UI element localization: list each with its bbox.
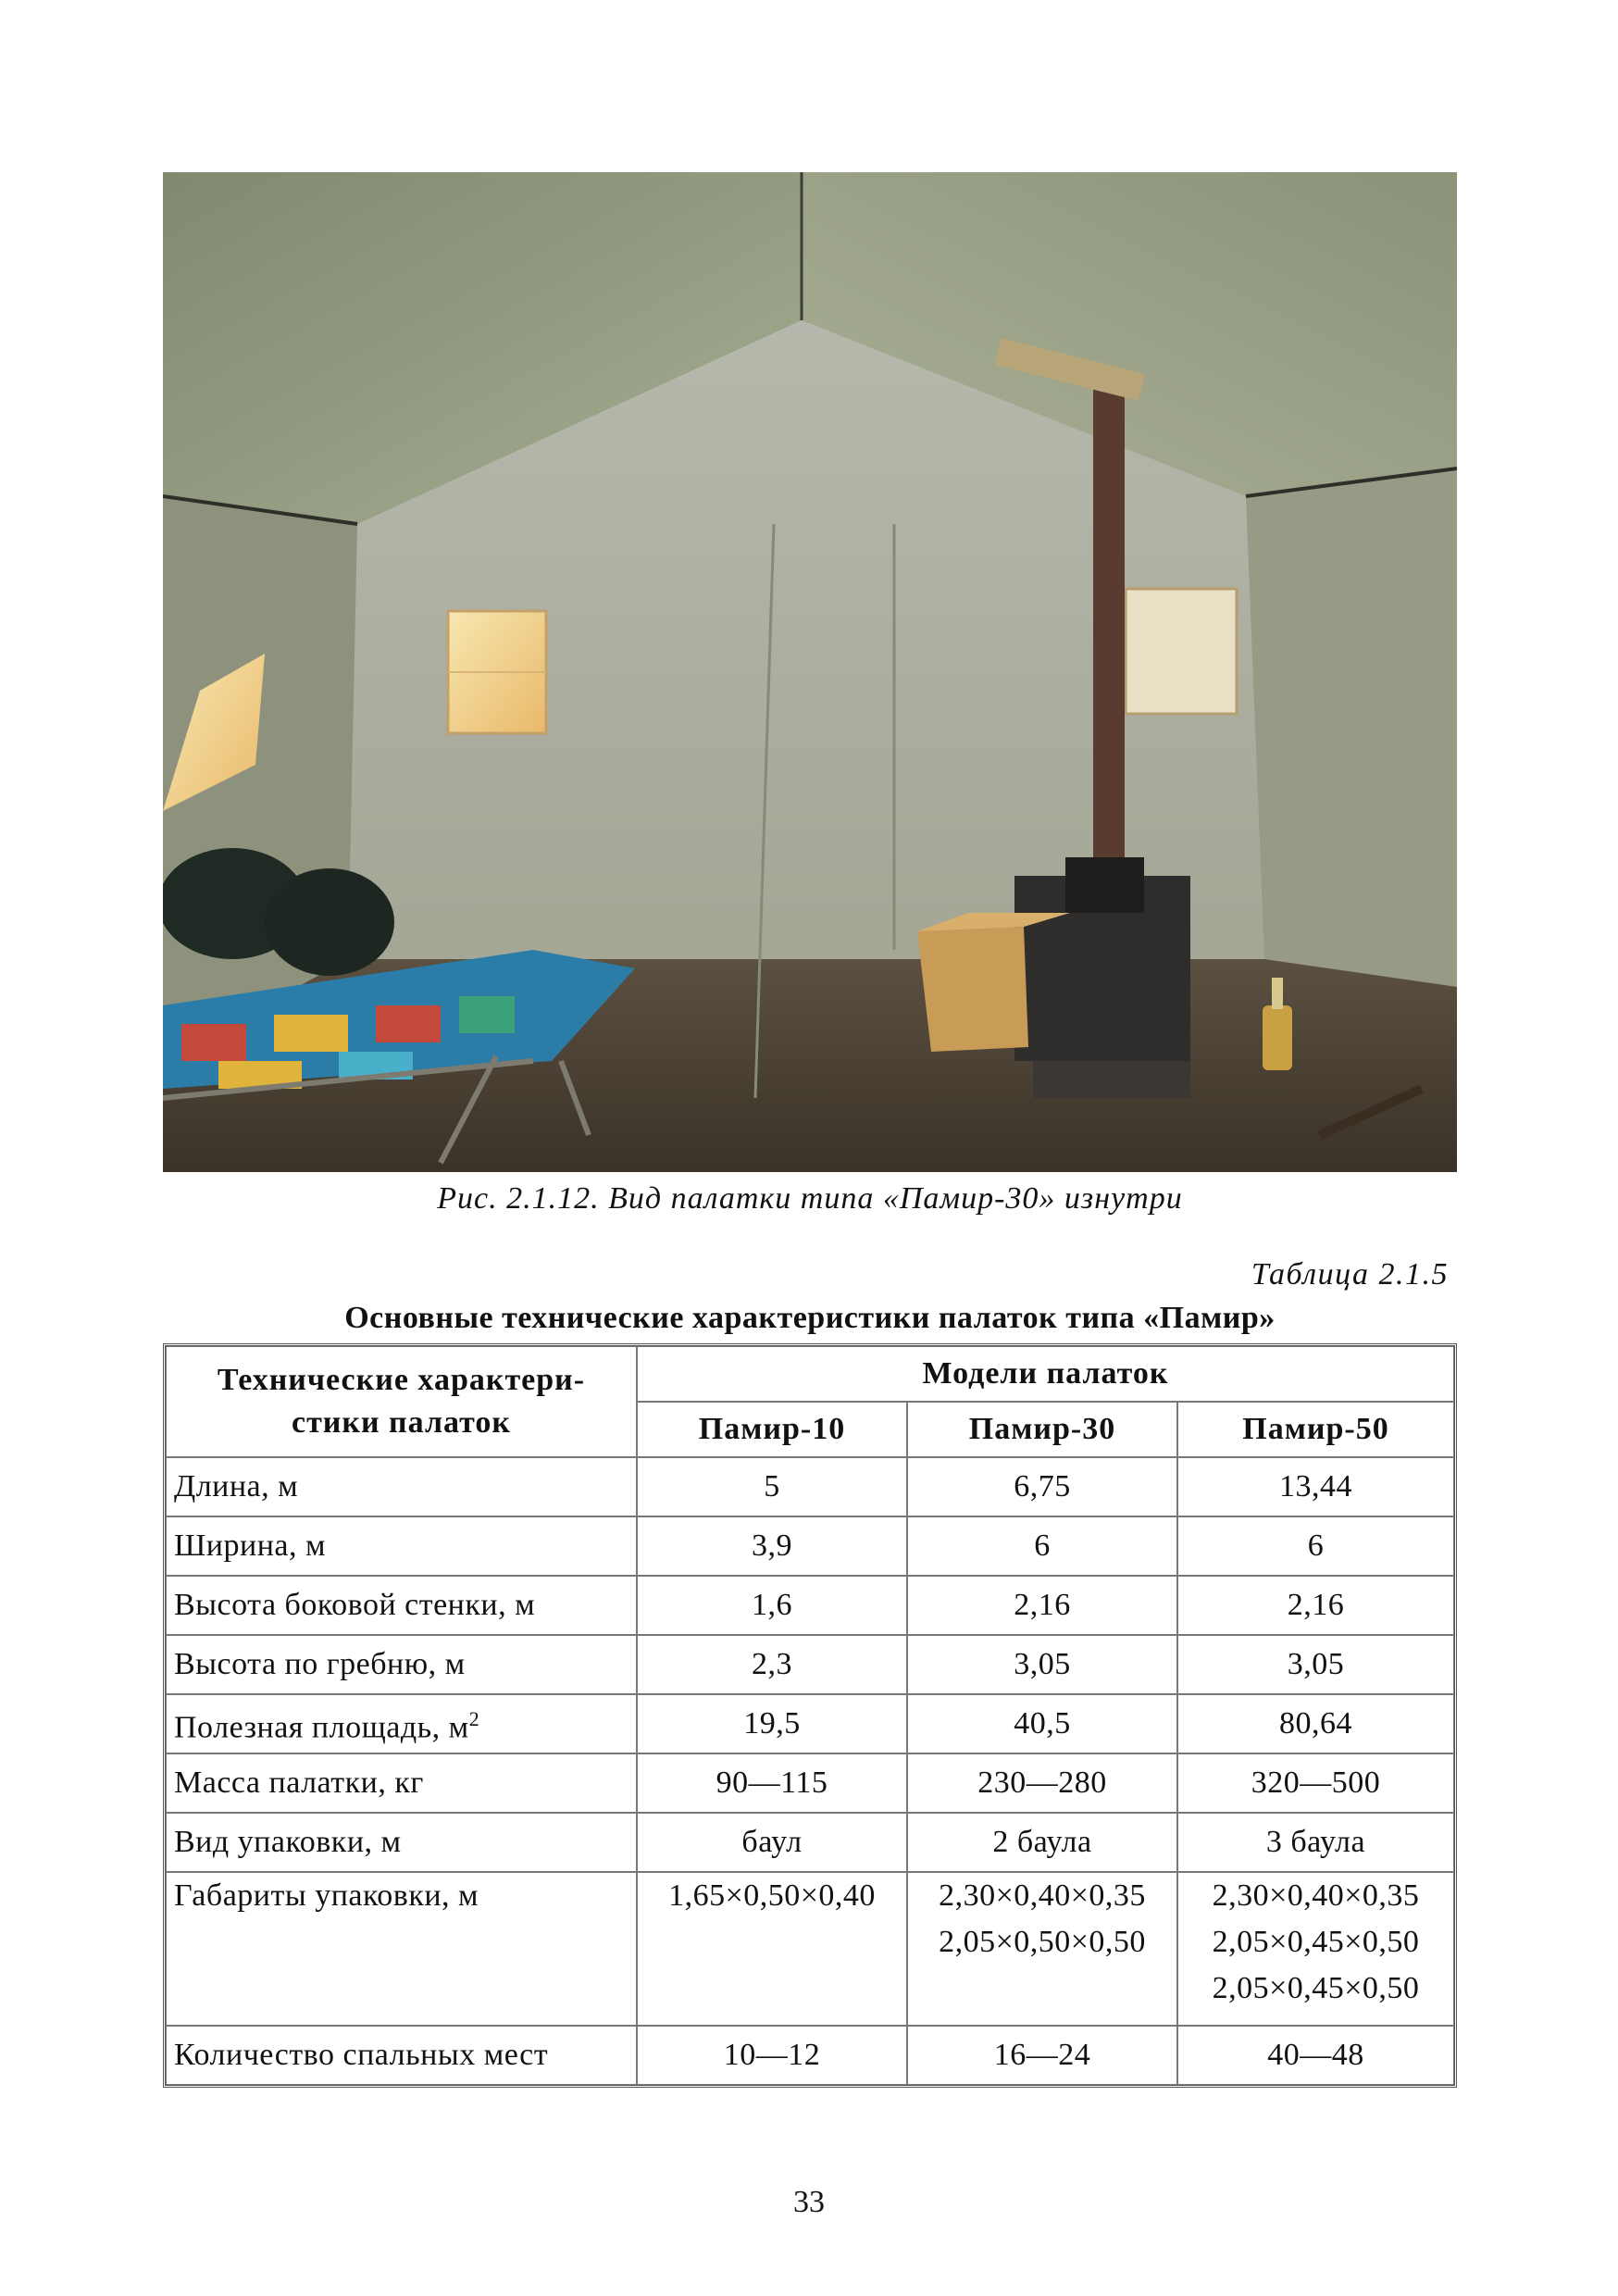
row-label — [166, 2026, 637, 2085]
row-label-text: Габариты упаковки, м — [174, 1878, 479, 1913]
row-label — [166, 1813, 637, 1872]
row-label-text: Полезная площадь, м — [174, 1710, 469, 1745]
page-number: 33 — [793, 2185, 825, 2219]
row-label — [166, 1753, 637, 1813]
row-label-text: Ширина, м — [174, 1529, 326, 1563]
cell-value: 3,05 — [907, 1635, 1177, 1694]
cell-value: 3,9 — [637, 1516, 907, 1576]
header-characteristics — [166, 1346, 637, 1457]
cell-value: 40,5 — [907, 1694, 1177, 1753]
cell-value: 2 баула — [907, 1813, 1177, 1872]
table-number: Таблица 2.1.5 — [1251, 1257, 1449, 1292]
row-label-text: Высота боковой стенки, м — [174, 1588, 536, 1622]
table-header-row — [166, 1346, 1454, 1402]
cell-value — [907, 1872, 1177, 2026]
cell-value: 3 баула — [1177, 1813, 1454, 1872]
table-row — [166, 1753, 1454, 1813]
cell-value — [637, 1872, 907, 2026]
row-label-text: Количество спальных мест — [174, 2038, 549, 2072]
cell-value-line: 2,05×0,45×0,50 — [1212, 1971, 1420, 2005]
cell-value: 16—24 — [907, 2026, 1177, 2085]
row-label — [166, 1635, 637, 1694]
cell-value-line: 2,30×0,40×0,35 — [939, 1878, 1146, 1913]
header-model: Памир-50 — [1177, 1402, 1454, 1457]
table-row — [166, 1516, 1454, 1576]
header-model: Памир-10 — [637, 1402, 907, 1457]
cell-value: 1,6 — [637, 1576, 907, 1635]
tent-interior-photo — [163, 172, 1457, 1172]
cell-value: 2,16 — [1177, 1576, 1454, 1635]
table-body — [166, 1457, 1454, 2085]
row-label-text: Высота по гребню, м — [174, 1647, 466, 1681]
cell-value — [1177, 1872, 1454, 2026]
cell-value: 6 — [1177, 1516, 1454, 1576]
cell-value: 80,64 — [1177, 1694, 1454, 1753]
cell-value: баул — [637, 1813, 907, 1872]
row-label — [166, 1457, 637, 1516]
cell-value: 6,75 — [907, 1457, 1177, 1516]
cell-value: 19,5 — [637, 1694, 907, 1753]
cell-value: 230—280 — [907, 1753, 1177, 1813]
table-row — [166, 1576, 1454, 1635]
header-characteristics-line2: стики палаток — [292, 1405, 511, 1440]
row-label-superscript: 2 — [468, 1707, 480, 1731]
cell-value: 10—12 — [637, 2026, 907, 2085]
row-label — [166, 1694, 637, 1753]
cell-value: 3,05 — [1177, 1635, 1454, 1694]
table-row — [166, 1635, 1454, 1694]
row-label-text: Длина, м — [174, 1469, 299, 1504]
row-label — [166, 1516, 637, 1576]
header-models-group: Модели палаток — [637, 1346, 1454, 1402]
table-row — [166, 1457, 1454, 1516]
header-characteristics-line1: Технические характери- — [217, 1363, 586, 1397]
header-model: Памир-30 — [907, 1402, 1177, 1457]
table-row — [166, 2026, 1454, 2085]
cell-value: 5 — [637, 1457, 907, 1516]
table-row — [166, 1813, 1454, 1872]
cell-value: 40—48 — [1177, 2026, 1454, 2085]
cell-value: 90—115 — [637, 1753, 907, 1813]
cell-value: 6 — [907, 1516, 1177, 1576]
table-title: Основные технические характеристики палаток типа «Памир» — [344, 1301, 1276, 1335]
row-label — [166, 1872, 637, 2026]
cell-value-line: 2,30×0,40×0,35 — [1212, 1878, 1420, 1913]
table-row — [166, 1694, 1454, 1753]
specs-table — [163, 1343, 1457, 2088]
row-label-text: Масса палатки, кг — [174, 1766, 424, 1800]
cell-value: 2,3 — [637, 1635, 907, 1694]
cell-value: 2,16 — [907, 1576, 1177, 1635]
figure-caption: Рис. 2.1.12. Вид палатки типа «Памир-30» изнутри — [437, 1181, 1183, 1216]
row-label-text: Вид упаковки, м — [174, 1825, 402, 1859]
cell-value: 320—500 — [1177, 1753, 1454, 1813]
cell-value-line: 2,05×0,45×0,50 — [1212, 1925, 1420, 1959]
table-row — [166, 1872, 1454, 2026]
row-label — [166, 1576, 637, 1635]
cell-value-line: 2,05×0,50×0,50 — [939, 1925, 1146, 1959]
cell-value: 13,44 — [1177, 1457, 1454, 1516]
cell-value-line: 1,65×0,50×0,40 — [668, 1878, 876, 1913]
